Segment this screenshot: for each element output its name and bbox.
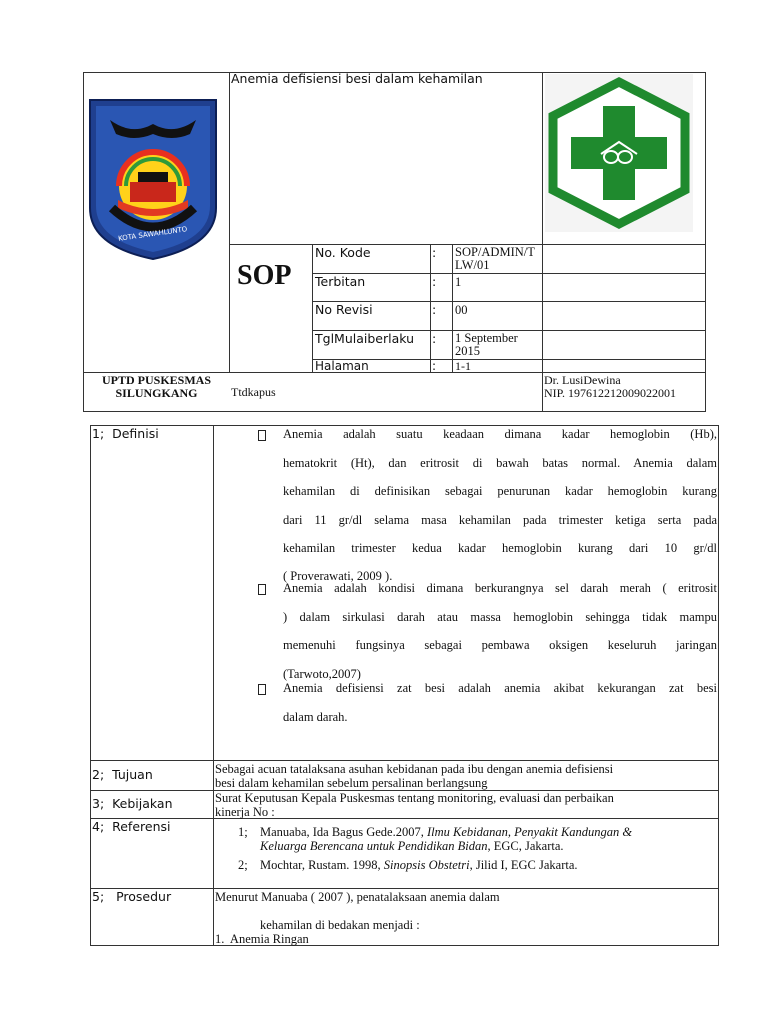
- puskesmas-logo: [545, 74, 693, 232]
- definisi-line: Anemia defisiensi zat besi adalah anemia akibat kekurangan zat besi: [283, 681, 717, 695]
- referensi-num: 2;: [238, 858, 248, 872]
- definisi-line: hematokrit (Ht), dan eritrosit di bawah batas normal. Anemia dalam: [283, 455, 717, 470]
- bullet-icon: [258, 430, 266, 441]
- section-label-tujuan: 2; Tujuan: [92, 767, 153, 782]
- signature-label: Ttdkapus: [231, 385, 276, 399]
- tujuan-line: besi dalam kehamilan sebelum persalinan berlangsung: [215, 776, 488, 790]
- definisi-bullet-2: [283, 574, 717, 688]
- referensi-author: Mochtar, Rustam. 1998,: [260, 858, 384, 872]
- definisi-line: Anemia adalah suatu keadaan dimana kadar hemoglobin (Hb),: [283, 427, 717, 441]
- prosedur-line: kehamilan di bedakan menjadi :: [260, 918, 420, 932]
- section-label-prosedur: 5; Prosedur: [92, 889, 172, 904]
- field-sep-tgl: :: [432, 331, 437, 346]
- field-value-halaman: 1-1: [455, 359, 471, 373]
- definisi-line: Anemia adalah kondisi dimana berkurangnya sel darah merah ( eritrosit: [283, 581, 717, 595]
- signer-name: Dr. LusiDewina: [544, 373, 621, 387]
- field-value-kode-line2: LW/01: [455, 258, 490, 272]
- field-value-revisi: 00: [455, 303, 468, 317]
- referensi-num: 1;: [238, 825, 248, 839]
- field-value-tgl-line2: 2015: [455, 344, 480, 358]
- prosedur-line: Menurut Manuaba ( 2007 ), penatalaksaan anemia dalam: [215, 890, 500, 904]
- definisi-line: dari 11 gr/dl selama masa kehamilan pada trimester ketiga serta pada: [283, 512, 717, 527]
- bullet-icon: [258, 584, 266, 595]
- field-sep-halaman: :: [432, 359, 437, 373]
- org-name-line1: UPTD PUSKESMAS: [101, 373, 211, 387]
- referensi-publisher: , EGC, Jakarta.: [487, 839, 564, 853]
- kebijakan-line: kinerja No :: [215, 805, 275, 819]
- section-label-definisi: 1; Definisi: [92, 426, 159, 441]
- tujuan-line: Sebagai acuan tatalaksana asuhan kebidanan pada ibu dengan anemia defisiensi: [215, 762, 614, 776]
- bullet-icon: [258, 684, 266, 695]
- field-label-tgl: TglMulaiberlaku: [315, 331, 415, 346]
- sop-label: SOP: [237, 260, 292, 291]
- field-value-terbitan: 1: [455, 275, 462, 289]
- definisi-line: kehamilan trimester kedua kadar hemoglobin kurang dari 10 gr/dl: [283, 541, 717, 555]
- section-label-kebijakan: 3; Kebijakan: [92, 796, 173, 811]
- referensi-item-2-text: [260, 858, 578, 872]
- referensi-author: Manuaba, Ida Bagus Gede.2007,: [260, 825, 427, 839]
- field-label-halaman: Halaman: [315, 359, 369, 373]
- tujuan-text: [215, 762, 613, 790]
- referensi-title-cont: Keluarga Berencana untuk Pendidikan Bidan: [260, 839, 488, 853]
- signer-nip: NIP. 197612212009022001: [544, 386, 677, 400]
- kebijakan-line: Surat Keputusan Kepala Puskesmas tentang monitoring, evaluasi dan perbaikan: [215, 791, 614, 805]
- org-name: [84, 374, 229, 400]
- referensi-item-2: [238, 858, 248, 872]
- referensi-publisher: , Jilid I, EGC Jakarta.: [469, 858, 578, 872]
- field-value-kode: SOP/ADMIN/T: [455, 245, 535, 259]
- field-sep-terbitan: :: [432, 274, 437, 289]
- city-crest-logo: [86, 96, 220, 262]
- referensi-item-1: [238, 825, 248, 839]
- definisi-line: ) dalam sirkulasi darah atau massa hemoglobin sehingga tidak mampu: [283, 609, 717, 624]
- field-label-kode: No. Kode: [315, 245, 371, 260]
- field-sep-kode: :: [432, 245, 437, 260]
- referensi-title: Ilmu Kebidanan, Penyakit Kandungan &: [426, 825, 633, 839]
- city-crest-text: KOTA SAWAHLUNTO: [117, 225, 188, 243]
- referensi-title: Sinopsis Obstetri: [383, 858, 470, 872]
- kebijakan-text: [215, 791, 614, 819]
- definisi-line: dalam darah.: [283, 709, 348, 724]
- definisi-line: kehamilan di definisikan sebagai penurunan kadar hemoglobin kurang: [283, 484, 717, 498]
- prosedur-line: 1. Anemia Ringan: [215, 932, 309, 946]
- definisi-line: (Tarwoto,2007): [283, 666, 361, 681]
- field-value-tgl: 1 September: [455, 331, 518, 345]
- definisi-line: memenuhi fungsinya sebagai pembawa oksigen keseluruh jaringan: [283, 638, 717, 652]
- document-title: Anemia defisiensi besi dalam kehamilan: [231, 71, 483, 86]
- section-label-referensi: 4; Referensi: [92, 819, 171, 834]
- definisi-bullet-3: [283, 674, 717, 731]
- definisi-bullet-1: [283, 420, 717, 583]
- field-label-revisi: No Revisi: [315, 302, 373, 317]
- field-sep-revisi: :: [432, 302, 437, 317]
- referensi-item-1-text: [260, 825, 632, 853]
- field-label-terbitan: Terbitan: [315, 274, 366, 289]
- org-name-line2: SILUNGKANG: [115, 386, 198, 400]
- definisi-line: ( Proverawati, 2009 ).: [283, 568, 393, 583]
